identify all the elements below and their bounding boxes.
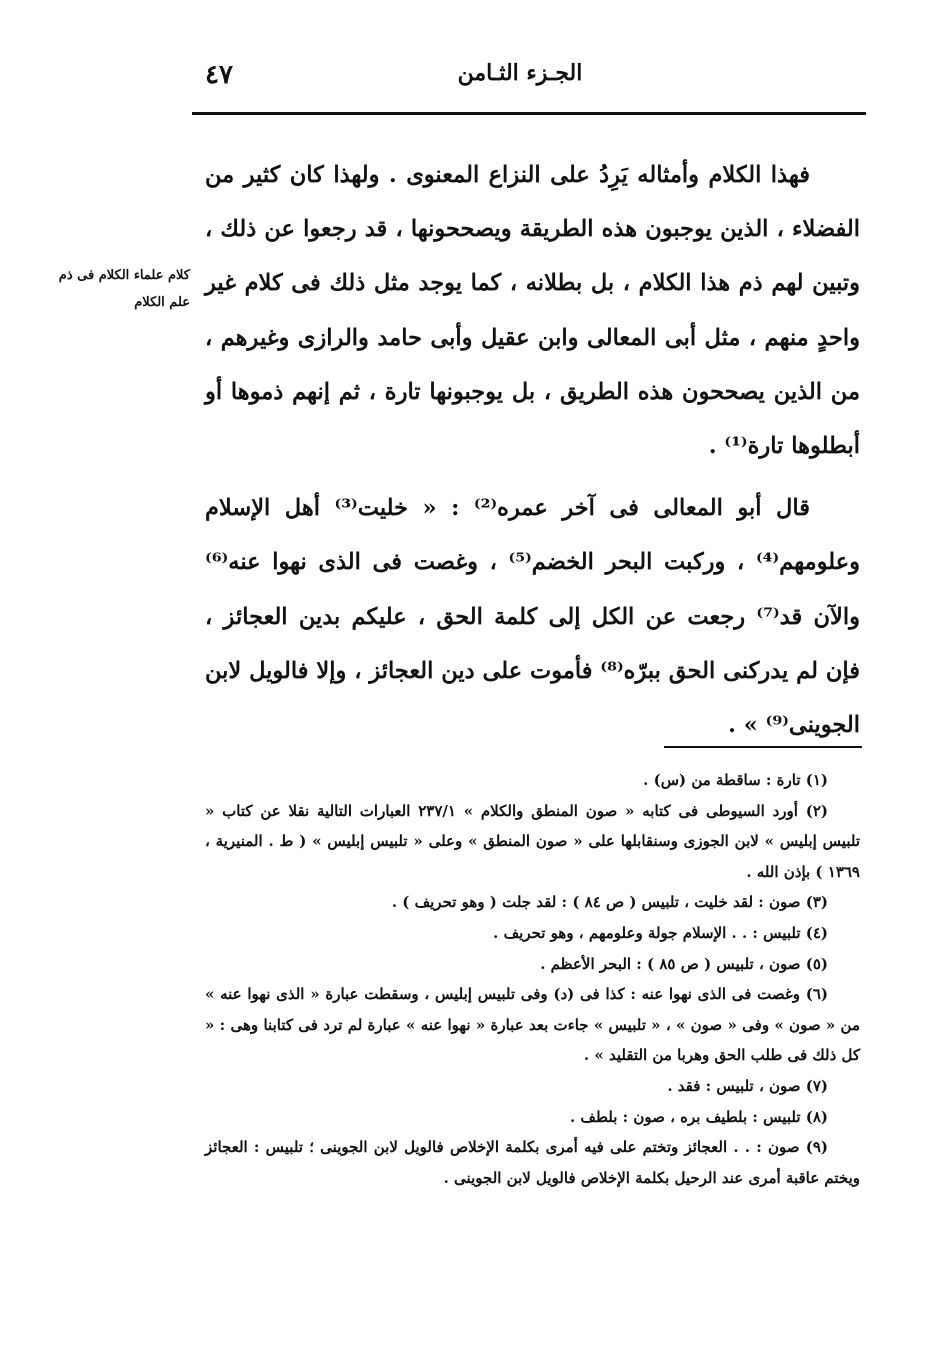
page-number: ٤٧ [205, 60, 233, 90]
footnote-2: (٢) أورد السيوطى فى كتابه « صون المنطق والكلام » ٢٣٧/١ العبارات التالية نقلا عن كتاب « تلبيس إبليس » لابن الجوزى وسنقابلها على « صون المنطق » وعلى « تلبيس إبليس » ( ط . المنيرية ، ١٣٦٩ ) بإذن الله . [205, 801, 860, 881]
body-paragraph-1: فهذا الكلام وأمثاله يَرِدُ على النزاع المعنوى . ولهذا كان كثير من الفضلاء ، الذين يوجبون هذه الطريقة ويصححونها ، قد رجعوا عن ذلك ، وتبين لهم ذم هذا الكلام ، بل بطلانه ، كما يوجد مثل ذلك فى كلام غير واحدٍ منهم ، مثل أبى المعالى وابن عقيل وأبى حامد والرازى وغيرهم ، من الذين يصححون هذه الطريق ، بل يوجبونها تارة ، ثم إنهم ذموها أو أبطلوها تارة⁽¹⁾ . [205, 162, 860, 460]
footnote-8: (٨) تلبيس : بلطيف بره ، صون : بلطف . [569, 1107, 828, 1126]
footnote-rule [664, 746, 862, 748]
footnote-7: (٧) صون ، تلبيس : فقد . [667, 1076, 828, 1095]
main-text [205, 148, 860, 752]
header-rule [192, 112, 866, 115]
footnote-9: (٩) صون : . . العجائز وتختم على فيه أمرى بكلمة الإخلاص فالويل لابن الجوينى ؛ تلبيس : العجائز ويختم عاقبة أمرى عند الرحيل بكلمة الإخلاص فالويل لابن الجوينى . [205, 1138, 860, 1187]
body-paragraph-2: قال أبو المعالى فى آخر عمره⁽²⁾ : « خليت⁽³⁾ أهل الإسلام وعلومهم⁽⁴⁾ ، وركبت البحر الخضم⁽⁵⁾ ، وغصت فى الذى نهوا عنه⁽⁶⁾ والآن قد⁽⁷⁾ رجعت عن الكل إلى كلمة الحق ، عليكم بدين العجائز ، فإن لم يدركنى الحق ببرّه⁽⁸⁾ فأموت على دين العجائز ، وإلا فالويل لابن الجوينى⁽⁹⁾ » . [205, 495, 861, 739]
footnote-5: (٥) صون ، تلبيس ( ص ٨٥ ) : البحر الأعظم . [540, 954, 828, 973]
footnote-3: (٣) صون : لقد خليت ، تلبيس ( ص ٨٤ ) : لقد جلت ( وهو تحريف ) . [391, 893, 828, 912]
margin-note: كلام علماء الكلام فى ذم علم الكلام [58, 268, 190, 310]
footnote-1: (١) تارة : ساقطة من (س) . [643, 771, 828, 789]
footnote-4: (٤) تلبيس : . . الإسلام جولة وعلومهم ، وهو تحريف . [493, 923, 828, 942]
footnote-6: (٦) وغصت فى الذى نهوا عنه : كذا فى (د) وفى تلبيس إبليس ، وسقطت عبارة « الذى نهوا عنه » من « صون » وفى « صون » ، « تلبيس » جاءت بعد عبارة « نهوا عنه » عبارة لم ترد فى كتابنا وهى : « كل ذلك فى طلب الحق وهربا من التقليد » . [205, 985, 860, 1065]
running-head: الجـزء الثـامن [457, 60, 583, 86]
footnotes [205, 765, 860, 1193]
